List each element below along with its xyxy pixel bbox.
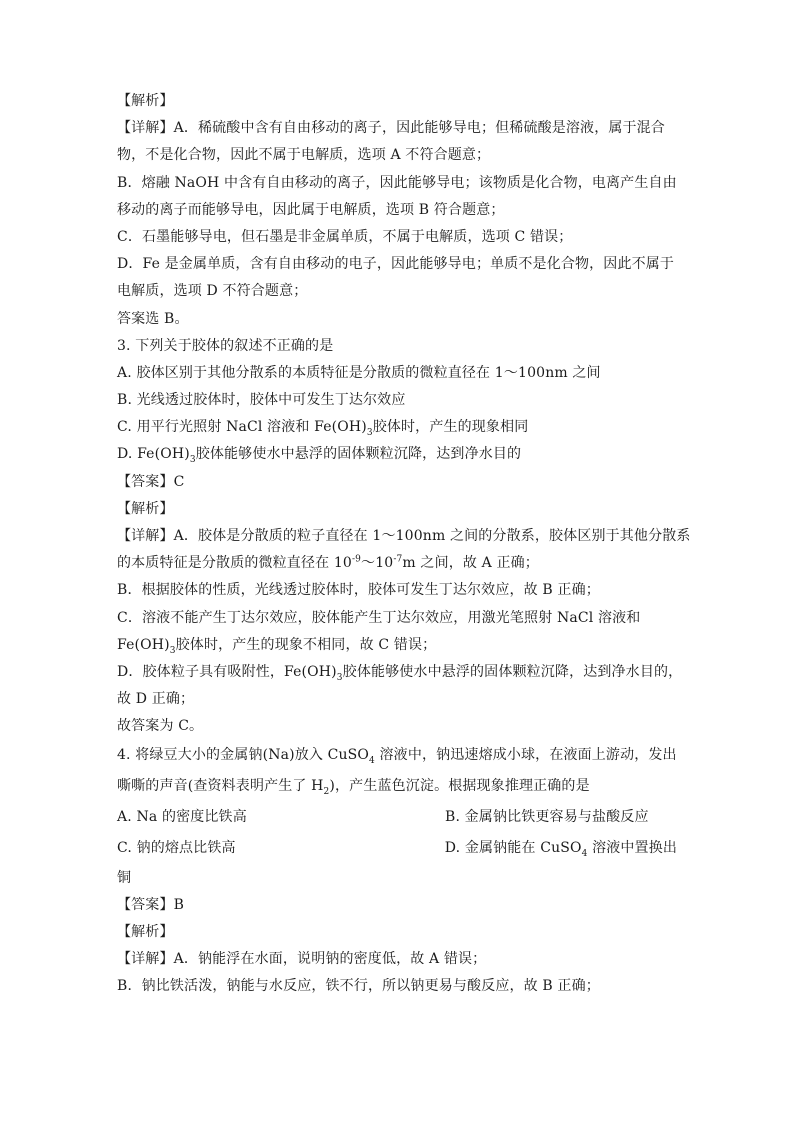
q4-stem-line-1 <box>117 746 677 765</box>
q3-detail-2-exponent-2: -7 <box>393 554 403 565</box>
analysis-label: 【解析】 <box>117 93 174 109</box>
q4-options-row-2 <box>117 839 677 858</box>
q4-option-d-wrap: 铜 <box>117 869 132 886</box>
q4-stem-2-subscript: 2 <box>323 786 330 797</box>
q3-detail-6-subscript: 3 <box>336 672 343 683</box>
q3-detail-6-text-end: 胶体能够使水中悬浮的固体颗粒沉降，达到净水目的， <box>342 663 683 680</box>
q3-detail-line-7: 故 D 正确； <box>117 691 195 708</box>
q4-detail-line-2: B．钠比铁活泼，钠能与水反应，铁不行，所以钠更易与酸反应，故 B 正确； <box>117 978 600 995</box>
q3-analysis-label: 【解析】 <box>117 500 174 517</box>
q4-stem-1-text: 4. 将绿豆大小的金属钠(Na)放入 CuSO <box>117 746 370 763</box>
q3-detail-line-5 <box>117 637 677 654</box>
q4-analysis-label: 【解析】 <box>117 923 174 940</box>
q3-option-b: B. 光线透过胶体时，胶体中可发生丁达尔效应 <box>117 392 406 409</box>
q4-stem-1-text-end: 溶液中，钠迅速熔成小球，在液面上游动，发出 <box>374 746 677 763</box>
q3-detail-6-text: D．胶体粒子具有吸附性，Fe(OH) <box>117 663 337 680</box>
q4-option-d-text-end: 溶液中置换出 <box>587 839 677 856</box>
q3-detail-2-text: 的本质特征是分散质的微粒直径在 10 <box>117 555 352 572</box>
q4-option-b: B. 金属钠比铁更容易与盐酸反应 <box>445 808 649 825</box>
q3-detail-5-text: Fe(OH) <box>117 636 170 653</box>
q4-option-d-subscript: 4 <box>581 848 588 859</box>
q4-answer: 【答案】B <box>117 896 185 913</box>
q3-detail-line-1: 【详解】A．胶体是分散质的粒子直径在 1～100nm 之间的分散系，胶体区别于其他分散系 <box>117 528 691 544</box>
q4-stem-2-text: 嘶嘶的声音(查资料表明产生了 H <box>117 777 324 794</box>
q3-answer: 【答案】C <box>117 473 185 490</box>
q3-detail-5-text-end: 胶体时，产生的现象不相同，故 C 错误； <box>175 636 437 653</box>
q3-option-a: A. 胶体区别于其他分散系的本质特征是分散质的微粒直径在 1～100nm 之间 <box>117 364 601 381</box>
q3-option-d-subscript: 3 <box>189 455 196 466</box>
q2-detail-line-2: 物，不是化合物，因此不属于电解质，选项 A 不符合题意； <box>117 147 491 164</box>
document-page <box>117 93 691 1005</box>
q3-detail-5-subscript: 3 <box>169 645 176 656</box>
q2-answer-conclusion: 答案选 B。 <box>117 310 189 327</box>
q3-detail-2-text-end: m 之间，故 A 正确； <box>402 555 539 572</box>
q3-conclusion: 故答案为 C。 <box>117 718 204 735</box>
q2-detail-line-4: 移动的离子而能够导电，因此属于电解质，选项 B 符合题意； <box>117 201 505 218</box>
q2-detail-line-6: D．Fe 是金属单质，含有自由移动的电子，因此能够导电；单质不是化合物，因此不属于 <box>117 256 675 273</box>
q4-option-d <box>445 839 677 858</box>
q3-detail-line-3: B．根据胶体的性质，光线透过胶体时，胶体可发生丁达尔效应，故 B 正确； <box>117 582 600 599</box>
q3-option-c-subscript: 3 <box>366 428 373 439</box>
q4-stem-2-text-end: )，产生蓝色沉淀。根据现象推理正确的是 <box>329 777 590 794</box>
q3-detail-line-4: C．溶液不能产生丁达尔效应，胶体能产生丁达尔效应，用激光笔照射 NaCl 溶液和 <box>117 609 641 626</box>
q4-option-d-text: D. 金属钠能在 CuSO <box>444 839 582 856</box>
q4-options-row-1 <box>117 808 677 827</box>
q3-detail-2-text-mid: ～10 <box>361 555 394 572</box>
q3-detail-2-exponent-1: -9 <box>351 554 362 565</box>
q4-option-c: C. 钠的熔点比铁高 <box>117 839 236 856</box>
q2-detail-line-3: B．熔融 NaOH 中含有自由移动的离子，因此能够导电；该物质是化合物，电离产生自由 <box>117 174 677 191</box>
q4-stem-line-2 <box>117 777 677 796</box>
q2-detail-line-5: C．石墨能够导电，但石墨是非金属单质，不属于电解质，选项 C 错误； <box>117 228 573 245</box>
q4-stem-1-subscript: 4 <box>369 755 375 766</box>
q3-option-d-text-end: 胶体能够使水中悬浮的固体颗粒沉降，达到净水目的 <box>195 446 522 463</box>
q3-option-d-text: D. Fe(OH) <box>117 446 190 463</box>
q2-detail-line-1: 【详解】A．稀硫酸中含有自由移动的离子，因此能够导电；但稀硫酸是溶液，属于混合 <box>117 120 665 137</box>
q4-detail-line-1: 【详解】A．钠能浮在水面，说明钠的密度低，故 A 错误； <box>117 951 487 968</box>
q3-detail-line-2 <box>117 555 677 572</box>
q3-option-c <box>117 419 677 439</box>
q3-stem: 3. 下列关于胶体的叙述不正确的是 <box>117 337 334 354</box>
q3-option-d <box>117 446 677 466</box>
q2-detail-line-7: 电解质，选项 D 不符合题意； <box>117 283 308 300</box>
q3-detail-line-6 <box>117 663 683 683</box>
q4-option-a: A. Na 的密度比铁高 <box>117 808 247 825</box>
q3-option-c-text-end: 胶体时，产生的现象相同 <box>372 419 529 436</box>
q3-option-c-text: C. 用平行光照射 NaCl 溶液和 Fe(OH) <box>117 419 367 436</box>
